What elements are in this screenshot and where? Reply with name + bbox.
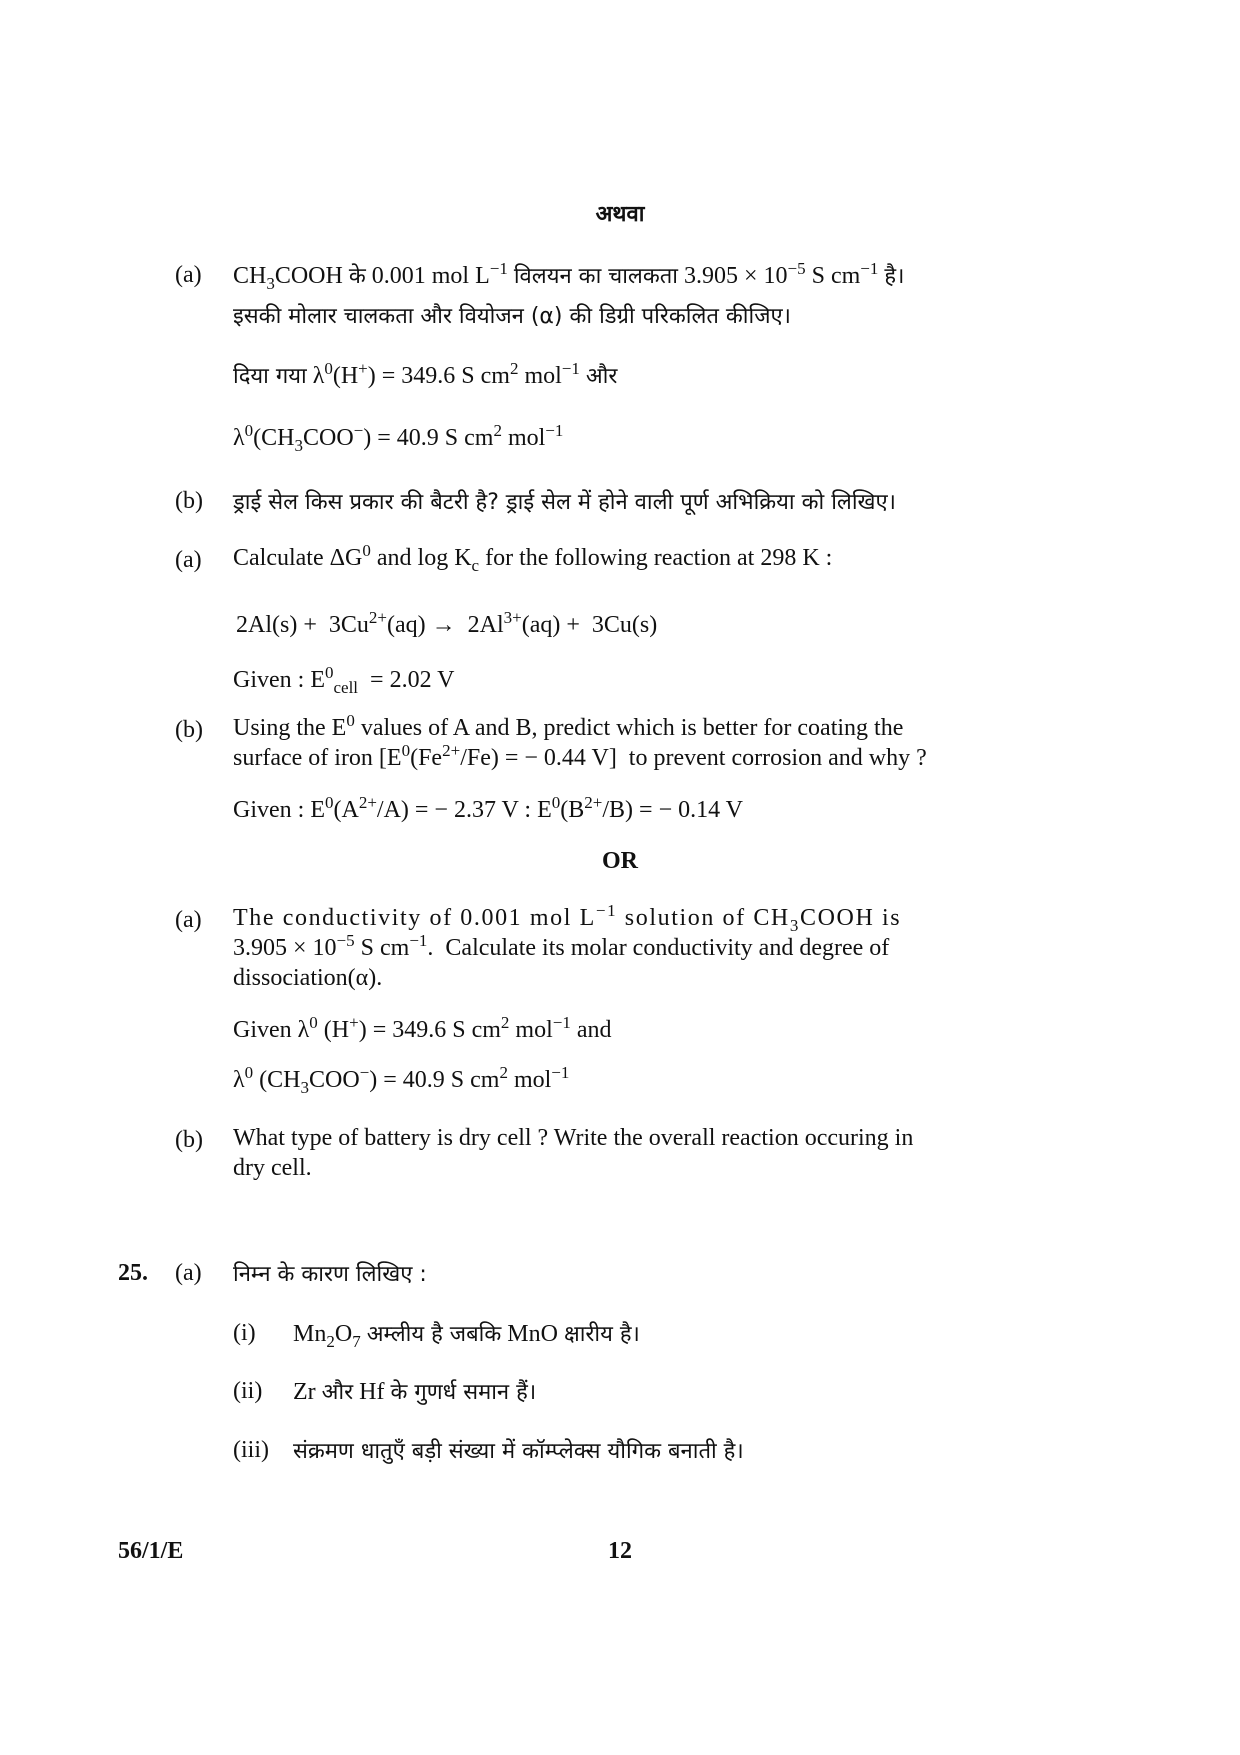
hindi-a-line2: इसकी मोलार चालकता और वियोजन (α) की डिग्री परिकलित कीजिए। — [233, 304, 792, 329]
item-label: (b) — [175, 1127, 203, 1153]
hindi-a-given2: $\lambda^0(CH_3COO^-) = 40.9$ S $cm^2$ mol$^{-1}$ — [233, 421, 564, 455]
item-label: (b) — [175, 488, 203, 514]
q25-item-ii: Zr और Hf के गुणर्ध समान हैं। — [293, 1379, 537, 1405]
or-a-line1: The conductivity of 0.001 mol $L^{-1}$ solution of $CH_3COOH$ is — [233, 901, 902, 935]
question-number: 25. — [118, 1260, 148, 1286]
section-heading-or: OR — [602, 848, 638, 874]
item-label: (a) — [175, 262, 202, 288]
item-label: (a) — [175, 547, 202, 573]
or-b-line1: What type of battery is dry cell ? Write the overall reaction occuring in — [233, 1125, 914, 1151]
sub-item-label: (iii) — [233, 1437, 269, 1463]
hindi-a-line1: $CH_3COOH$ के 0.001 mol $L^{-1}$ विलयन का चालकता $3.905 \times 10^{-5}$ S $cm^{-1}$ है। — [233, 259, 905, 293]
or-a-line2: $3.905 \times 10^{-5}$ S $cm^{-1}$. Calculate its molar conductivity and degree of — [233, 931, 890, 961]
eng-b-given: Given : $E^0(A^{2+}/A)$ = − 2.37 V : $E^0(B^{2+}/B)$ = − 0.14 V — [233, 793, 743, 823]
eng-a-given: Given : $E^0_{cell} = 2.02$ V — [233, 663, 455, 697]
or-a-given2: $\lambda^0$ $(CH_3COO^-) = 40.9$ S $cm^2$ mol$^{-1}$ — [233, 1063, 570, 1097]
or-b-line2: dry cell. — [233, 1155, 312, 1181]
sub-item-label: (ii) — [233, 1378, 263, 1404]
paper-code: 56/1/E — [118, 1538, 184, 1564]
hindi-b-text: ड्राई सेल किस प्रकार की बैटरी है? ड्राई सेल में होने वाली पूर्ण अभिक्रिया को लिखिए। — [233, 490, 897, 515]
or-a-line3: dissociation(α). — [233, 965, 383, 991]
page-number: 12 — [608, 1538, 632, 1564]
item-label: (a) — [175, 907, 202, 933]
sub-item-label: (i) — [233, 1320, 256, 1346]
q25-item-i: $Mn_2O_7$ अम्लीय है जबकि MnO क्षारीय है। — [293, 1321, 640, 1351]
item-label: (b) — [175, 717, 203, 743]
q25-intro: निम्न के कारण लिखिए : — [233, 1262, 427, 1287]
hindi-a-given1: दिया गया $\lambda^0(H^+) = 349.6$ S $cm^2$ mol$^{-1}$ और — [233, 359, 618, 389]
eng-b-line1: Using the $E^0$ values of A and B, predict which is better for coating the — [233, 711, 904, 741]
eng-a-text: Calculate $\Delta G^0$ and $\log K_c$ for the following reaction at 298 K : — [233, 541, 833, 575]
eng-b-line2: surface of iron [$E^0(Fe^{2+}/Fe)$ = − 0.44 V] to prevent corrosion and why ? — [233, 741, 927, 771]
item-label: (a) — [175, 1260, 202, 1286]
reaction-equation: $2Al(s) + 3Cu^{2+}(aq) \to 2Al^{3+}(aq) + 3Cu(s)$ — [236, 608, 658, 638]
or-a-given1: Given $\lambda^0$ (H+) = 349.6 S $cm^2$ mol$^{-1}$ and — [233, 1013, 612, 1043]
section-heading-athva: अथवा — [595, 202, 645, 227]
q25-item-iii: संक्रमण धातुएँ बड़ी संख्या में कॉम्प्लेक्स यौगिक बनाती है। — [293, 1439, 744, 1464]
